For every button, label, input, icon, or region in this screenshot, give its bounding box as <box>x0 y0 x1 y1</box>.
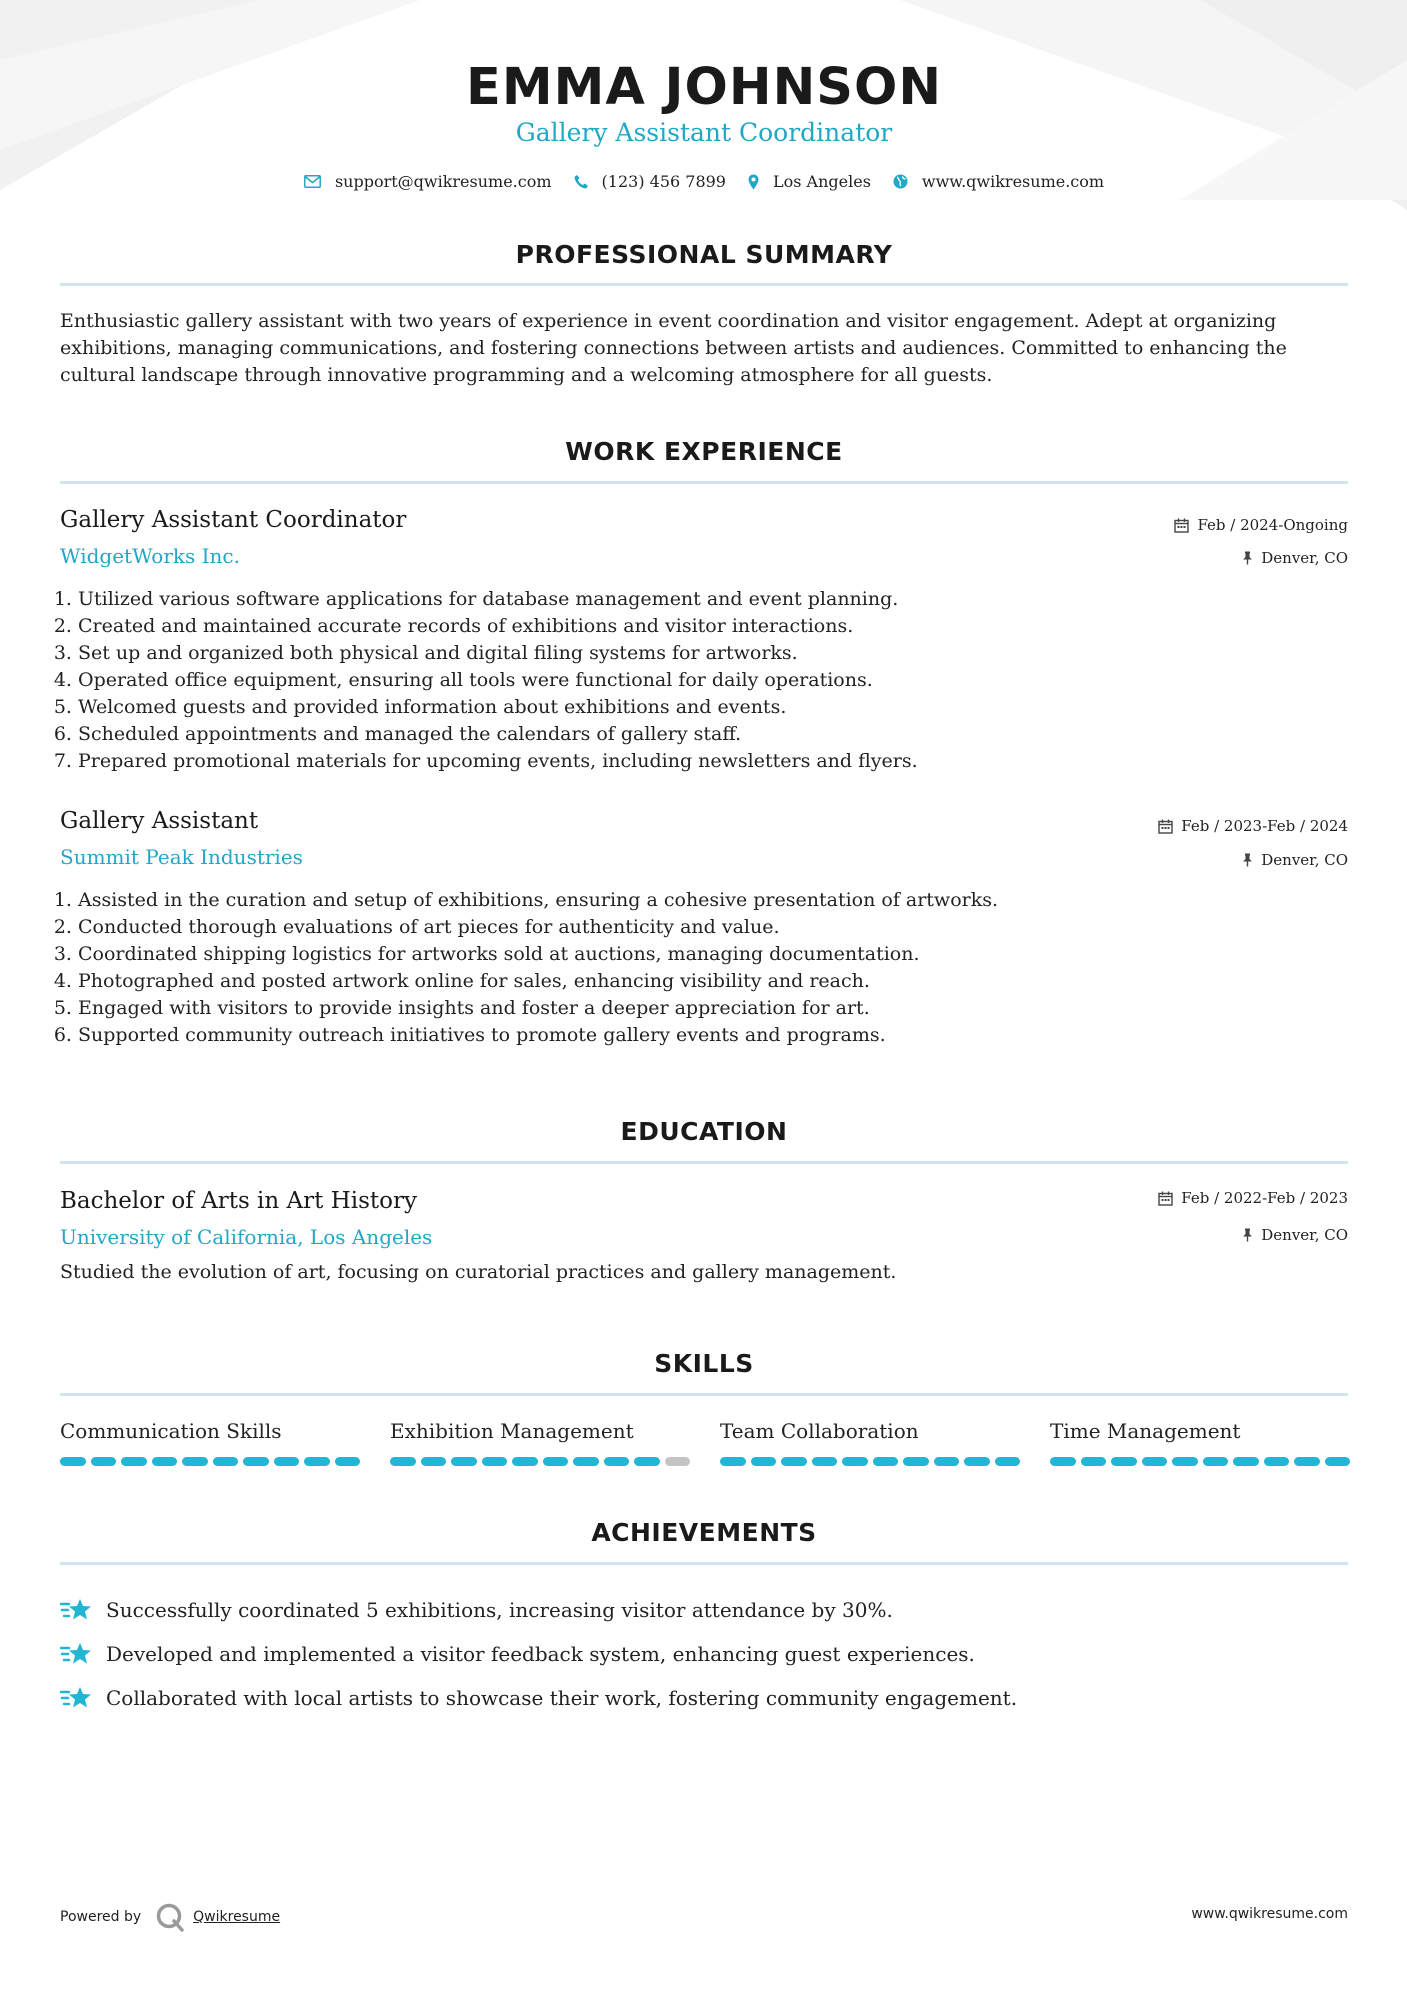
education-description: Studied the evolution of art, focusing on curatorial practices and gallery management. <box>60 1261 897 1283</box>
skill-segment-filled <box>1325 1457 1351 1466</box>
calendar-icon <box>1158 819 1173 834</box>
duty-item: 7. Prepared promotional materials for upcoming events, including newsletters and flyers. <box>78 748 1366 775</box>
qwikresume-link[interactable]: Qwikresume <box>193 1909 281 1925</box>
pin-icon <box>1242 551 1253 565</box>
achievement-text: Successfully coordinated 5 exhibitions, increasing visitor attendance by 30%. <box>106 1598 893 1622</box>
pin-icon <box>1242 1228 1253 1242</box>
skill-segment-filled <box>1050 1457 1076 1466</box>
job-duties-list <box>60 586 1366 775</box>
candidate-title: Gallery Assistant Coordinator <box>515 118 893 147</box>
contact-location-text: Los Angeles <box>772 172 871 191</box>
skill-segment-filled <box>421 1457 447 1466</box>
skill-segment-filled <box>604 1457 630 1466</box>
job-dates-text: Feb / 2023-Feb / 2024 <box>1181 817 1348 835</box>
contact-email[interactable] <box>304 172 552 191</box>
skill-segment-filled <box>512 1457 538 1466</box>
skill-name: Team Collaboration <box>720 1419 919 1443</box>
skill-segment-filled <box>964 1457 990 1466</box>
skill-segment-filled <box>304 1457 330 1466</box>
skill-segment-filled <box>213 1457 239 1466</box>
candidate-name: EMMA JOHNSON <box>465 58 943 117</box>
job-title: Gallery Assistant Coordinator <box>60 507 407 533</box>
experience-heading: WORK EXPERIENCE <box>565 437 843 466</box>
education-location-text: Denver, CO <box>1261 1226 1348 1244</box>
skill-segment-filled <box>1111 1457 1137 1466</box>
skill-segment-filled <box>1294 1457 1320 1466</box>
duty-item: 6. Supported community outreach initiatives to promote gallery events and programs. <box>78 1022 1366 1049</box>
skill-segment-filled <box>842 1457 868 1466</box>
skill-name: Time Management <box>1050 1419 1241 1443</box>
achievements-divider <box>60 1562 1348 1565</box>
education-dates-text: Feb / 2022-Feb / 2023 <box>1181 1189 1348 1207</box>
skill-segment-filled <box>903 1457 929 1466</box>
location-icon <box>748 174 759 190</box>
skill-segment-filled <box>812 1457 838 1466</box>
skill-segment-filled <box>573 1457 599 1466</box>
skill-rating-bar <box>60 1457 360 1466</box>
education-heading: EDUCATION <box>620 1117 788 1146</box>
achievement-text: Developed and implemented a visitor feedback system, enhancing guest experiences. <box>106 1642 975 1666</box>
skill-segment-empty <box>665 1457 691 1466</box>
achievement-text: Collaborated with local artists to showcase their work, fostering community engagement. <box>106 1686 1018 1710</box>
skill-segment-filled <box>274 1457 300 1466</box>
skill-name: Communication Skills <box>60 1419 282 1443</box>
skill-rating-bar <box>390 1457 690 1466</box>
skill-segment-filled <box>482 1457 508 1466</box>
skills-grid <box>60 1419 1348 1466</box>
duty-item: 5. Engaged with visitors to provide insights and foster a deeper appreciation for art. <box>78 995 1366 1022</box>
achievement-item <box>60 1632 1348 1676</box>
degree-title: Bachelor of Arts in Art History <box>60 1188 417 1214</box>
skill-segment-filled <box>751 1457 777 1466</box>
skill-segment-filled <box>995 1457 1021 1466</box>
skill-segment-filled <box>1172 1457 1198 1466</box>
skill-segment-filled <box>243 1457 269 1466</box>
skill-segment-filled <box>451 1457 477 1466</box>
skill-segment-filled <box>1233 1457 1259 1466</box>
skill-segment-filled <box>182 1457 208 1466</box>
duty-item: 5. Welcomed guests and provided information about exhibitions and events. <box>78 694 1366 721</box>
shooting-star-icon <box>60 1597 92 1623</box>
job-location <box>1242 549 1348 567</box>
duty-item: 3. Coordinated shipping logistics for artworks sold at auctions, managing documentation. <box>78 941 1366 968</box>
skill-segment-filled <box>781 1457 807 1466</box>
shooting-star-icon <box>60 1641 92 1667</box>
powered-by-label: Powered by <box>60 1909 142 1925</box>
skill-segment-filled <box>91 1457 117 1466</box>
job-dates <box>1158 817 1348 835</box>
achievement-item <box>60 1676 1348 1720</box>
skill-item <box>1050 1419 1350 1466</box>
skill-rating-bar <box>1050 1457 1350 1466</box>
duty-item: 2. Conducted thorough evaluations of art pieces for authenticity and value. <box>78 914 1366 941</box>
education-divider <box>60 1161 1348 1164</box>
job-location-text: Denver, CO <box>1261 549 1348 567</box>
calendar-icon <box>1174 518 1189 533</box>
contact-location <box>748 172 871 191</box>
contact-website[interactable] <box>893 172 1104 191</box>
pin-icon <box>1242 853 1253 867</box>
education-location <box>1242 1226 1348 1244</box>
achievements-heading: ACHIEVEMENTS <box>591 1518 817 1547</box>
contact-website-text: www.qwikresume.com <box>921 172 1105 191</box>
experience-divider <box>60 481 1348 484</box>
job-location <box>1242 851 1348 869</box>
contact-phone-text: (123) 456 7899 <box>601 172 726 191</box>
duty-item: 3. Set up and organized both physical and digital filing systems for artworks. <box>78 640 1366 667</box>
job-dates-text: Feb / 2024-Ongoing <box>1197 516 1348 534</box>
skill-item <box>60 1419 360 1466</box>
duty-item: 1. Utilized various software applications for database management and event planning. <box>78 586 1366 613</box>
skill-segment-filled <box>152 1457 178 1466</box>
duty-item: 2. Created and maintained accurate records of exhibitions and visitor interactions. <box>78 613 1366 640</box>
skills-divider <box>60 1393 1348 1396</box>
skill-segment-filled <box>1203 1457 1229 1466</box>
phone-icon <box>574 174 588 189</box>
skill-segment-filled <box>634 1457 660 1466</box>
duty-item: 4. Photographed and posted artwork online for sales, enhancing visibility and reach. <box>78 968 1366 995</box>
calendar-icon <box>1158 1191 1173 1206</box>
skill-segment-filled <box>60 1457 86 1466</box>
contact-phone[interactable] <box>574 172 726 191</box>
globe-icon <box>893 174 908 189</box>
job-duties-list <box>60 887 1366 1049</box>
skill-segment-filled <box>934 1457 960 1466</box>
summary-text: Enthusiastic gallery assistant with two years of experience in event coordination and visitor engagement. Adept at organizing exhibitions, managing communications, and fostering connections between artists and audiences. Committed to enhancing the cultural landscape through innovative programming and a welcoming atmosphere for all guests. <box>60 310 1287 386</box>
skill-segment-filled <box>543 1457 569 1466</box>
achievements-list <box>60 1588 1348 1720</box>
duty-item: 6. Scheduled appointments and managed the calendars of gallery staff. <box>78 721 1366 748</box>
shooting-star-icon <box>60 1685 92 1711</box>
skill-name: Exhibition Management <box>390 1419 634 1443</box>
footer-powered-by <box>60 1902 280 1932</box>
company-name: Summit Peak Industries <box>60 845 303 869</box>
skill-segment-filled <box>335 1457 361 1466</box>
contact-bar <box>60 172 1348 191</box>
skill-segment-filled <box>1081 1457 1107 1466</box>
duty-item: 1. Assisted in the curation and setup of exhibitions, ensuring a cohesive presentation of artworks. <box>78 887 1366 914</box>
skill-rating-bar <box>720 1457 1020 1466</box>
contact-email-text: support@qwikresume.com <box>334 172 552 191</box>
skill-segment-filled <box>121 1457 147 1466</box>
school-name: University of California, Los Angeles <box>60 1225 433 1249</box>
education-dates <box>1158 1189 1348 1207</box>
skills-heading: SKILLS <box>654 1349 754 1378</box>
summary-divider <box>60 283 1348 286</box>
skill-item <box>390 1419 690 1466</box>
skill-segment-filled <box>390 1457 416 1466</box>
achievement-item <box>60 1588 1348 1632</box>
skill-segment-filled <box>720 1457 746 1466</box>
mail-icon <box>304 175 321 188</box>
skill-item <box>720 1419 1020 1466</box>
skill-segment-filled <box>1142 1457 1168 1466</box>
footer-website-link[interactable]: www.qwikresume.com <box>1191 1906 1348 1922</box>
duty-item: 4. Operated office equipment, ensuring all tools were functional for daily operations. <box>78 667 1366 694</box>
job-title: Gallery Assistant <box>60 808 259 834</box>
job-location-text: Denver, CO <box>1261 851 1348 869</box>
qwikresume-logo-icon <box>155 1902 185 1932</box>
job-dates <box>1174 516 1348 534</box>
skill-segment-filled <box>1264 1457 1290 1466</box>
company-name: WidgetWorks Inc. <box>60 544 240 568</box>
summary-heading: PROFESSIONAL SUMMARY <box>515 240 893 269</box>
skill-segment-filled <box>873 1457 899 1466</box>
